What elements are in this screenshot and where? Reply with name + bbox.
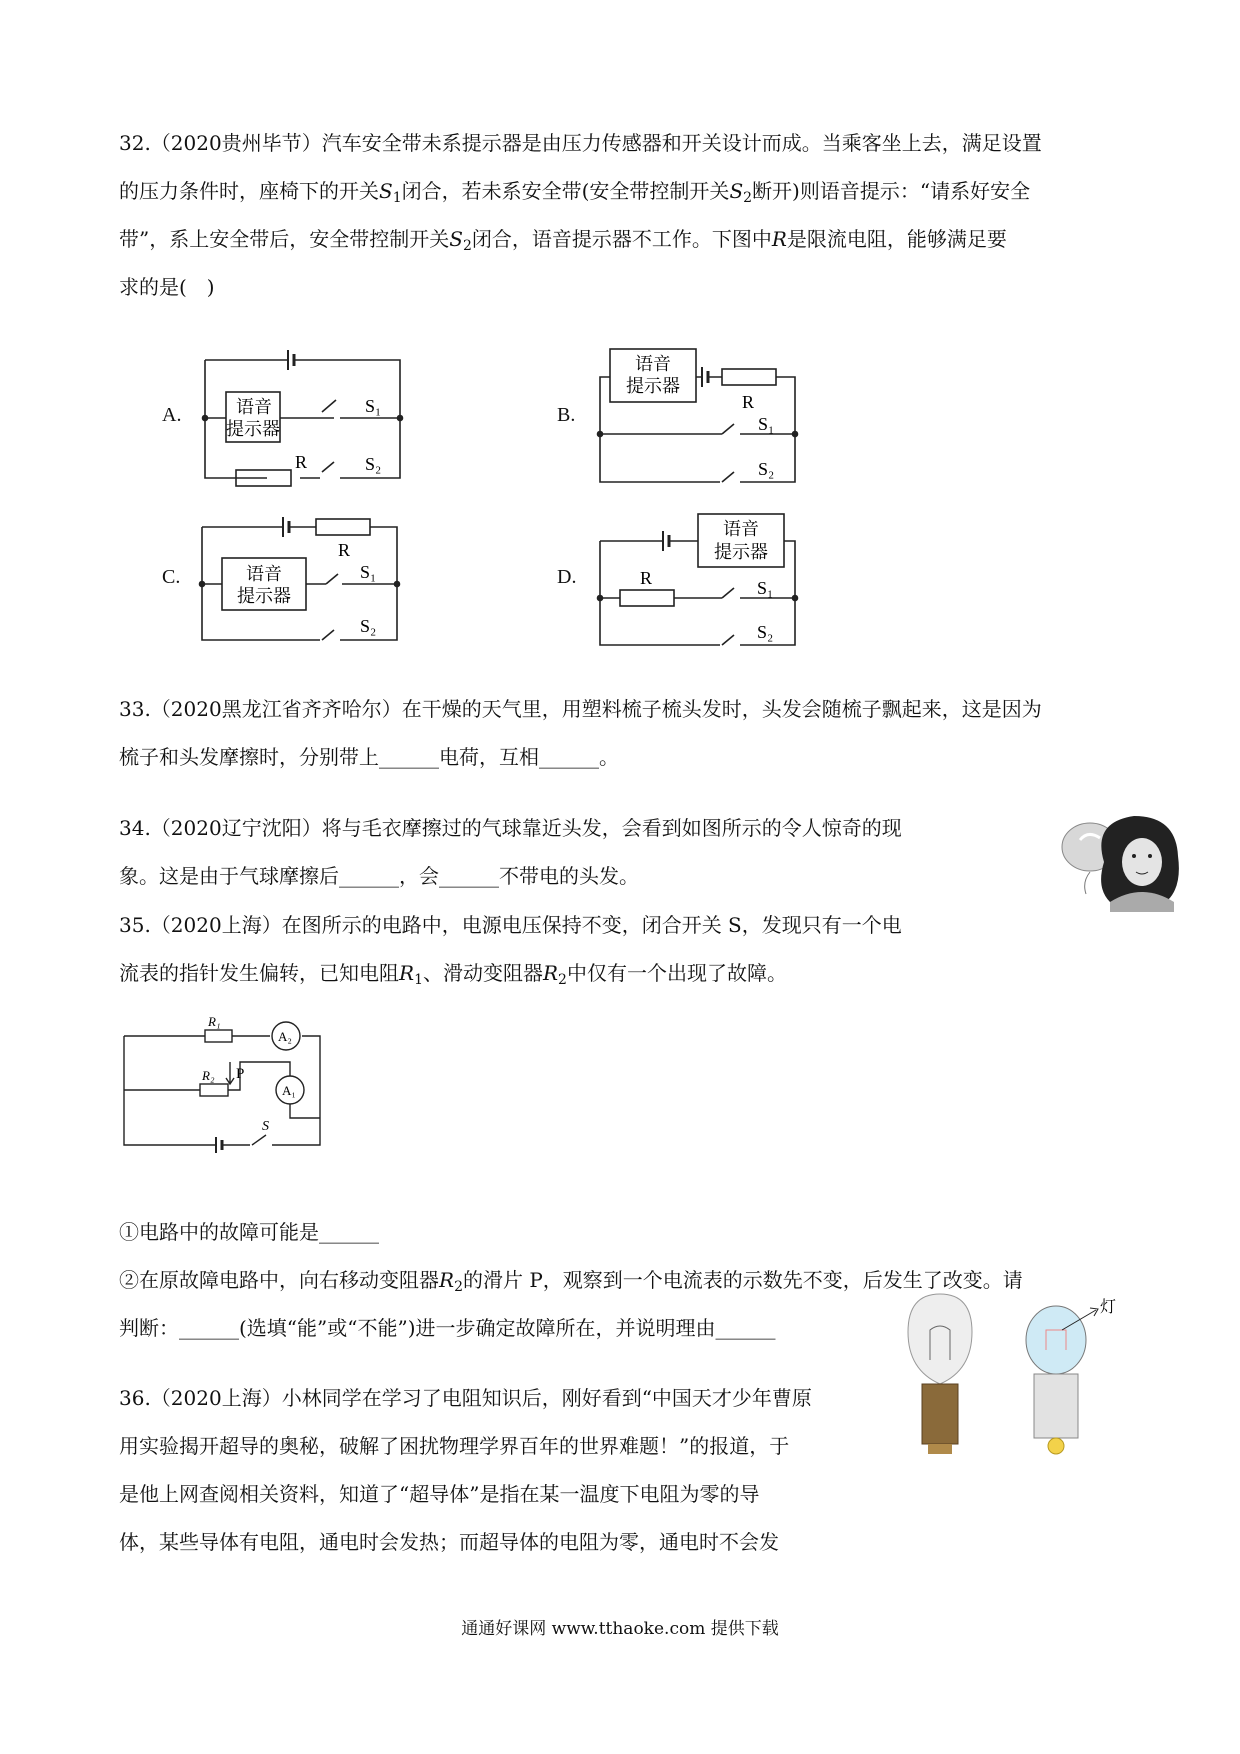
option-c-label: C.	[162, 566, 181, 588]
q35-r1-label: R₁	[208, 1014, 221, 1029]
q35-line1: 35.（2020上海）在图所示的电路中，电源电压保持不变，闭合开关 S，发现只有一个电	[119, 913, 902, 937]
d-s2-label: S₂	[757, 622, 774, 642]
q33-line2: 梳子和头发摩擦时，分别带上______电荷，互相______。	[119, 745, 619, 769]
light-bulb-picture	[908, 1294, 972, 1454]
b-s1-label: S₁	[758, 414, 775, 434]
q32-line4: 求的是( )	[119, 275, 215, 299]
a-r-label: R	[295, 452, 308, 472]
q33-line1: 33.（2020黑龙江省齐齐哈尔）在干燥的天气里，用塑料梳子梳头发时，头发会随梳子飘起来，这是因为	[119, 697, 1042, 721]
b-s2-label: S₂	[758, 459, 775, 479]
b-box-line1: 语音	[635, 354, 671, 374]
q36-line1: 36.（2020上海）小林同学在学习了电阻知识后，刚好看到“中国天才少年曹原	[119, 1386, 812, 1410]
bulb-diagram-picture	[1026, 1306, 1098, 1454]
q35-a1-label: A₁	[282, 1083, 296, 1098]
q35-r2-label: R₂	[202, 1068, 215, 1083]
c-s1-label: S₁	[360, 562, 377, 582]
q35-s-label: S	[262, 1119, 269, 1134]
q34-line1: 34.（2020辽宁沈阳）将与毛衣摩擦过的气球靠近头发，会看到如图所示的令人惊奇的现	[119, 816, 902, 840]
c-box-line2: 提示器	[237, 586, 291, 606]
lamp-label: 灯	[1100, 1299, 1117, 1316]
c-box-line1: 语音	[246, 564, 282, 584]
option-d-label: D.	[557, 566, 577, 588]
option-a-label: A.	[162, 404, 182, 426]
q35-sub-q2-line1: ②在原故障电路中，向右移动变阻器$R_2$的滑片 P，观察到一个电流表的示数先不变，后发生了改变。请	[119, 1268, 1023, 1295]
q34-line2: 象。这是由于气球摩擦后______，会______不带电的头发。	[119, 864, 639, 888]
d-r-label: R	[640, 568, 653, 588]
q35-a2-label: A₂	[278, 1029, 292, 1044]
a-box-line1: 语音	[236, 397, 272, 417]
q32-line1: 32.（2020贵州毕节）汽车安全带未系提示器是由压力传感器和开关设计而成。当乘客坐上去，满足设置	[119, 131, 1042, 155]
c-r-label: R	[338, 540, 351, 560]
a-box-line2: 提示器	[226, 419, 280, 439]
d-s1-label: S₁	[757, 578, 774, 598]
d-box-line1: 语音	[723, 519, 759, 539]
q32-line2: 的压力条件时，座椅下的开关$S_1$闭合，若未系安全带(安全带控制开关$S_2$断开)则语音提示：“请系好安全	[119, 179, 1031, 206]
d-box-line2: 提示器	[714, 542, 768, 562]
q36-line3: 是他上网查阅相关资料，知道了“超导体”是指在某一温度下电阻为零的导	[119, 1482, 760, 1506]
q35-line2: 流表的指针发生偏转，已知电阻$R_1$、滑动变阻器$R_2$中仅有一个出现了故障。	[119, 961, 787, 988]
option-b-label: B.	[557, 404, 576, 426]
q36-line4: 体，某些导体有电阻，通电时会发热；而超导体的电阻为零，通电时不会发	[119, 1530, 779, 1554]
b-box-line2: 提示器	[626, 376, 680, 396]
page-footer: 通通好课网 www.tthaoke.com 提供下载	[461, 1619, 779, 1639]
balloon-hair-picture	[1062, 816, 1179, 912]
a-s2-label: S₂	[365, 454, 382, 474]
q36-line2: 用实验揭开超导的奥秘，破解了困扰物理学界百年的世界难题！”的报道，于	[119, 1434, 790, 1458]
q35-p-label: P	[236, 1066, 245, 1082]
q35-sub-q1: ①电路中的故障可能是______	[119, 1220, 379, 1244]
c-s2-label: S₂	[360, 616, 377, 636]
q35-sub-q2-line2: 判断：______(选填“能”或“不能”)进一步确定故障所在，并说明理由______	[119, 1316, 776, 1340]
b-r-label: R	[742, 392, 755, 412]
q32-line3: 带”，系上安全带后，安全带控制开关$S_2$闭合，语音提示器不工作。下图中R是限流电阻，能够满足要	[119, 227, 1007, 254]
a-s1-label: S₁	[365, 396, 382, 416]
